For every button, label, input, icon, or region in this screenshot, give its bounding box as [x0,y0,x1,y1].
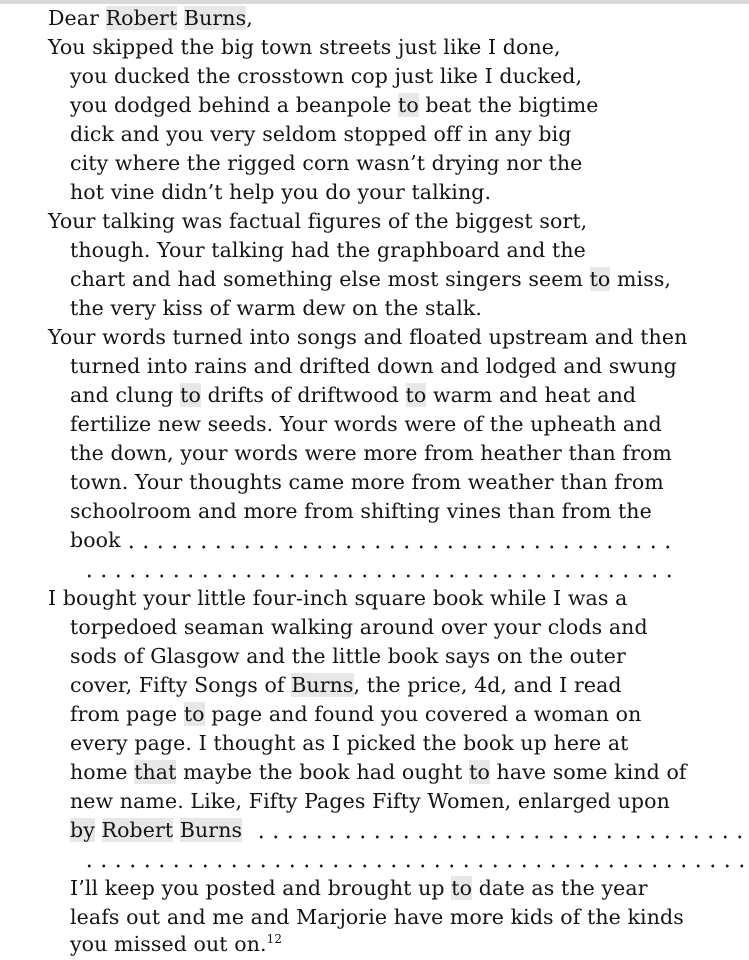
para5-line2: leafs out and me and Marjorie have more kids of the kinds [70,905,684,929]
para4-line7-hl1: that [134,760,177,784]
para3-line3-hl2: to [405,383,427,407]
para1-line2: you ducked the crosstown cop just like I ducked, [70,64,583,88]
para1-line3-c: beat the bigtime [425,93,599,117]
para4-line7-e: have some kind of [496,760,687,784]
para4-line5-a: from page [70,702,178,726]
para4-line9-hl3: Burns [179,818,243,842]
para4-line5-c: page and found you covered a woman on [211,702,642,726]
para3-line3-a: and clung [70,383,174,407]
para1-line3 [70,91,598,120]
para1-line5: city where the rigged corn wasn’t drying nor the [70,151,583,175]
salutation-name-first: Robert [105,6,178,30]
para3-line4: fertilize new seeds. Your words were of the upheath and [70,412,662,436]
salutation-name-last: Burns [183,6,247,30]
para5-line1-hl: to [451,876,473,900]
para4-line7 [70,758,687,787]
para3-line8: book [70,528,121,552]
para4-line9-hl1: by [70,818,95,842]
para4-line5-hl: to [183,702,205,726]
salutation-comma: , [246,6,253,30]
para4-line4-c: , the price, 4d, and I read [353,673,622,697]
para1-line4: dick and you very seldom stopped off in any big [70,122,572,146]
ellipsis-leader [82,555,680,584]
para5-line1-c: date as the year [478,876,648,900]
para4-line3: sods of Glasgow and the little book says on the outer [70,644,626,668]
para4-line4-hl: Burns [291,673,354,697]
para4-line4-a: cover, Fifty Songs of [70,673,285,697]
para5-line3-text: you missed out on. [70,932,267,956]
para1-line3-hl: to [397,93,419,117]
para4-line7-c: maybe the book had ought [183,760,463,784]
para2-line3-a: chart and had something else most singers seem [70,267,583,291]
para2-line3-hl: to [589,267,611,291]
para5-line3 [70,930,282,959]
para2-line4: the very kiss of warm dew on the stalk. [70,296,483,320]
para1-line1: You skipped the big town streets just like I done, [48,35,561,59]
para5-line1-a: I’ll keep you posted and brought up [70,876,445,900]
ellipsis-leader [254,816,745,845]
para2-line3-c: miss, [617,267,672,291]
para3-line1: Your words turned into songs and floated upstream and then [48,325,688,349]
para3-line3-e: warm and heat and [432,383,637,407]
footnote-marker: 12 [266,932,283,946]
salutation-dear: Dear [48,6,99,30]
para4-line8: new name. Like, Fifty Pages Fifty Women, enlarged upon [70,789,670,813]
para3-line2: turned into rains and drifted down and lodged and swung [70,354,677,378]
para4-line7-a: home [70,760,128,784]
para2-line1: Your talking was factual figures of the biggest sort, [48,209,588,233]
para1-line3-a: you dodged behind a beanpole [70,93,392,117]
para4-line1: I bought your little four-inch square book while I was a [48,586,628,610]
para4-line4 [70,671,622,700]
para1-line6: hot vine didn’t help you do your talking. [70,180,492,204]
para4-line6: every page. I thought as I picked the book up here at [70,731,629,755]
para4-line9-hl2: Robert [101,818,174,842]
para4-line9 [70,816,242,845]
para3-line5: the down, your words were more from heather than from [70,441,672,465]
para2-line2: though. Your talking had the graphboard and the [70,238,586,262]
para4-line5 [70,700,641,729]
ellipsis-leader [124,526,680,555]
para4-line7-hl2: to [469,760,490,784]
para3-line3-hl1: to [180,383,201,407]
para3-line3 [70,381,636,410]
para4-line2: torpedoed seaman walking around over your clods and [70,615,648,639]
para2-line3 [70,265,671,294]
para5-line1 [70,874,648,903]
para3-line7: schoolroom and more from shifting vines than from the [70,499,652,523]
para3-line6: town. Your thoughts came more from weather than from [70,470,664,494]
salutation-line [48,4,253,33]
ellipsis-leader [82,845,745,874]
para3-line3-c: drifts of driftwood [207,383,399,407]
